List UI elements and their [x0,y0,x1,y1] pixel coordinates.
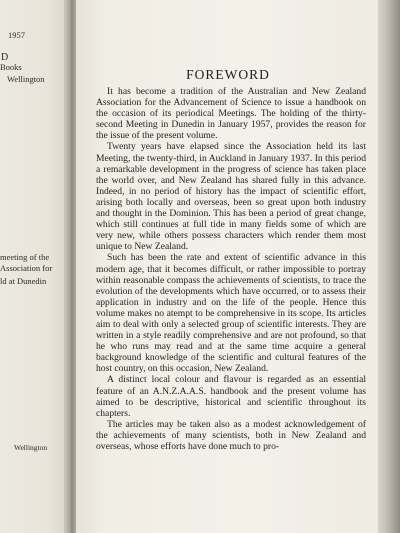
left-page-line: Wellington [7,74,45,84]
foreword-paragraph: Such has been the rate and extent of scientific advance in this modern age, that it becomes difficult, or rather impossible to portray within reasonable compass the achievements of scientists, to trace the evolution of the developments which have occurred, or to assess their application in industry and on the life of the people. Hence this volume makes no atempt to be comprehensive in its scope. Its articles aim to deal with only a selected group of scientific interests. They are written in a style readily comprehensive and are not profound, so that he who runs may read and at the same time acquire a general background knowledge of the scientific and cultural features of the host country, on this occasion, New Zealand. [96,252,366,375]
left-page-line: D [1,52,9,63]
left-page [0,0,70,533]
page-edges [378,0,400,533]
foreword-heading: FOREWORD [186,67,270,82]
foreword-paragraph: Twenty years have elapsed since the Association held its last Meeting, the twenty-third, in Auckland in January 1937. In this period a remarkable development in the progress of science has taken place the world over, and New Zealand has shared fully in this advance. Indeed, in no period of history has the impact of scientific effort, arising both locally and overseas, been so great upon both industry and thought in the Dominion. This has been a period of great change, which still continues at full tide in many fields some of which are very new, while others possess characters which render them most unique to New Zealand. [96,141,366,253]
left-page-line: Books [0,62,22,72]
left-page-line: meeting of the [0,252,50,262]
foreword-body [96,86,366,452]
left-page-line: Wellington [14,443,48,452]
foreword-paragraph: A distinct local colour and flavour is regarded as an essential feature of an A.N.Z.A.A.S. handbook and the present volume has aimed to be descriptive, historical and scientific throughout its chapters. [96,374,366,419]
left-page-line: ld at Dunedin [0,276,47,286]
left-page-line: 1957 [8,30,25,40]
foreword-paragraph: It has become a tradition of the Australian and New Zealand Association for the Advancement of Science to issue a handbook on the occasion of its periodical Meetings. The holding of the thirty-second Meeting in Dunedin in January 1957, provides the reason for the issue of the present volume. [96,86,366,142]
left-page-line: Association for [0,263,53,273]
foreword-paragraph: The articles may be taken also as a modest acknowledgement of the achievements of many scientists, both in New Zealand and overseas, whose efforts have done much to pro- [96,418,366,452]
